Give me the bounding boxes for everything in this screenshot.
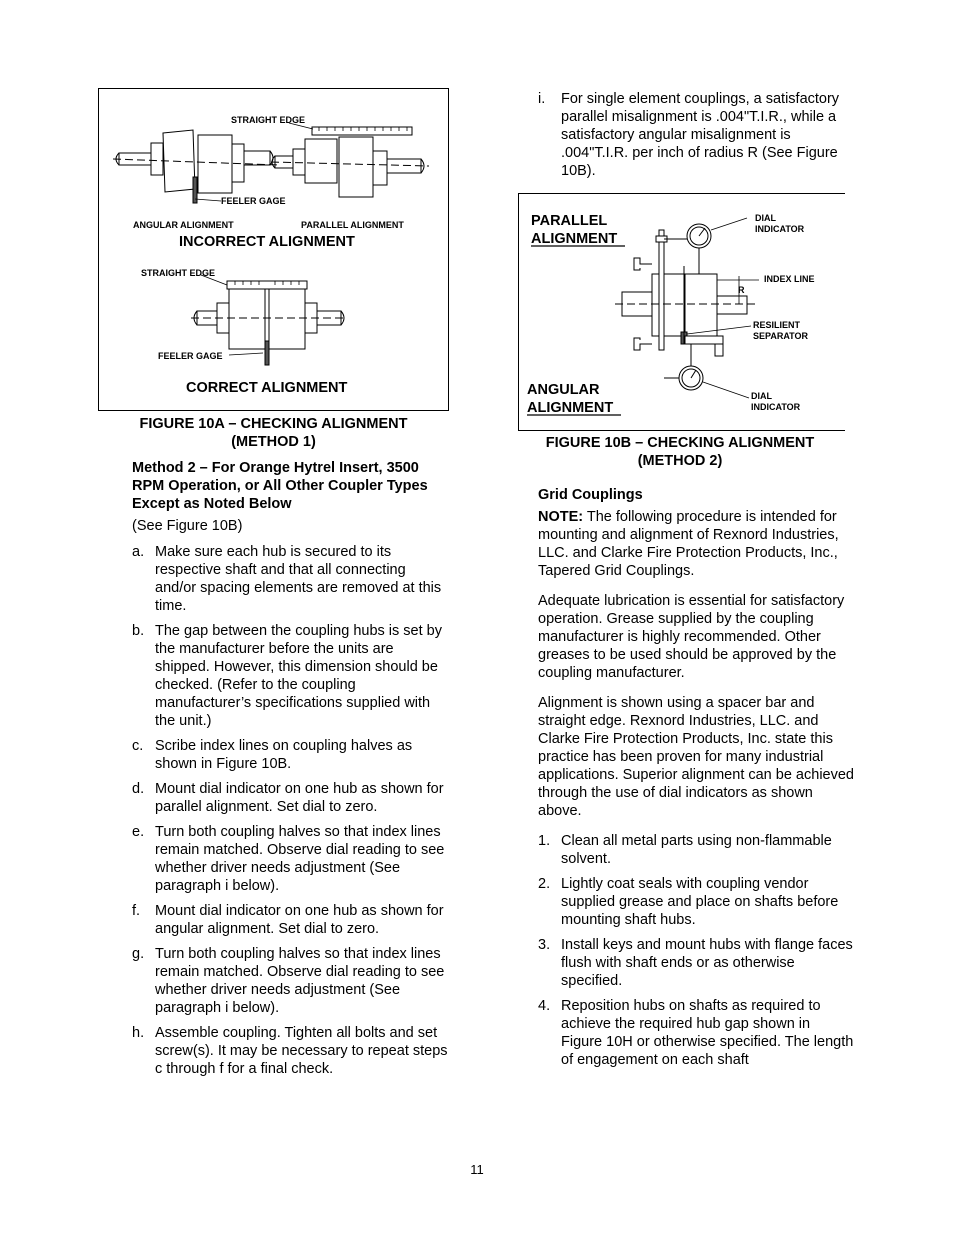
list-item (132, 622, 448, 730)
left-column (132, 459, 448, 1085)
list-marker: f. (132, 903, 141, 919)
shaft-left (119, 153, 151, 165)
note-paragraph (538, 508, 854, 580)
figure-10b-caption-line1: FIGURE 10B – CHECKING ALIGNMENT (545, 435, 815, 451)
list-text: Turn both coupling halves so that index lines remain matched. Observe dial reading to see whether driver needs adjustment (See paragraph i below). (155, 946, 445, 1016)
list-marker: 1. (538, 833, 551, 849)
list-text: Turn both coupling halves so that index lines remain matched. Observe dial reading to see whether driver needs adjustment (See paragraph i below). (155, 824, 445, 894)
list-marker: b. (132, 623, 145, 639)
list-item (132, 902, 448, 938)
right-column (538, 486, 854, 1076)
note-label: NOTE: (538, 509, 584, 525)
see-figure-note: (See Figure 10B) (132, 518, 243, 534)
alignment-paragraph: Alignment is shown using a spacer bar and straight edge. Rexnord Industries, LLC. and Clarke Fire Protection Products, Inc. state this practice has been proven for many industrial applications. Superior alignment can be achieved through the use of dial indicators as shown above. (538, 695, 854, 819)
list-marker: d. (132, 781, 145, 797)
note-text: The following procedure is intended for mounting and alignment of Rexnord Industries, LLC. and Clarke Fire Protection Products, Inc., Tapered Grid Couplings. (538, 509, 839, 579)
hub-angular-right (198, 135, 232, 193)
hub-parallel-right (339, 137, 373, 197)
label-dial-bottom-1: DIAL (751, 391, 772, 401)
figure-10b-drawing (519, 194, 845, 430)
label-index-line: INDEX LINE (764, 274, 815, 284)
list-item (538, 936, 854, 990)
figure-10a-drawing (99, 89, 448, 410)
label-angular: ANGULAR (527, 382, 600, 398)
figure-10a-caption (98, 415, 449, 451)
label-straight-edge-top: STRAIGHT EDGE (231, 115, 306, 125)
label-feeler-gage-top: FEELER GAGE (221, 196, 286, 206)
label-feeler-gage-bottom: FEELER GAGE (158, 351, 223, 361)
method-2-steps (132, 543, 448, 1078)
step-i-text: For single element couplings, a satisfactory parallel misalignment is .004"T.I.R., while a satisfactory angular misalignment is .004"T.I.R. per inch of radius R (See Figure 10B). (561, 91, 840, 179)
hub-right (685, 274, 717, 336)
lubrication-paragraph: Adequate lubrication is essential for satisfactory operation. Grease supplied by the coupling manufacturer is highly recommended. Other greases to be used should be approved by the coupling manufacturer. (538, 593, 845, 681)
label-dial-top-1: DIAL (755, 213, 776, 223)
hub-correct-left (229, 289, 265, 349)
list-item (132, 737, 448, 773)
label-parallel-alignment: ALIGNMENT (531, 231, 618, 247)
hub-left (652, 274, 684, 336)
figure-10b (518, 193, 845, 431)
list-marker: 4. (538, 998, 551, 1014)
figure-10a-caption-line2: (METHOD 1) (231, 434, 316, 450)
list-text: Assemble coupling. Tighten all bolts and set screw(s). It may be necessary to repeat steps c through f for a final check. (155, 1025, 448, 1077)
list-text: Mount dial indicator on one hub as shown for angular alignment. Set dial to zero. (155, 903, 444, 937)
list-marker: e. (132, 824, 145, 840)
label-resilient-1: RESILIENT (753, 320, 801, 330)
page-number: 11 (470, 1162, 484, 1177)
label-correct-alignment: CORRECT ALIGNMENT (186, 380, 348, 396)
step-i (538, 90, 854, 180)
list-marker: c. (132, 738, 144, 754)
list-item (538, 997, 854, 1069)
list-text: Reposition hubs on shafts as required to achieve the required hub gap shown in Figure 10H or otherwise specified. The length of engagement on each shaft (561, 998, 854, 1068)
straight-edge-bottom (227, 281, 307, 289)
list-marker: 3. (538, 937, 551, 953)
list-text: Install keys and mount hubs with flange faces flush with shaft ends or as otherwise specified. (561, 937, 853, 989)
list-item (538, 875, 854, 929)
list-marker: 2. (538, 876, 551, 892)
list-marker: g. (132, 946, 145, 962)
grid-couplings-heading: Grid Couplings (538, 487, 643, 503)
step-i-marker: i. (538, 91, 546, 107)
grid-steps (538, 832, 854, 1069)
list-text: Scribe index lines on coupling halves as shown in Figure 10B. (155, 738, 413, 772)
list-text: Clean all metal parts using non-flammable solvent. (561, 833, 832, 867)
label-straight-edge-bottom: STRAIGHT EDGE (141, 268, 216, 278)
figure-10a (98, 88, 449, 411)
label-resilient-2: SEPARATOR (753, 331, 809, 341)
label-incorrect-alignment: INCORRECT ALIGNMENT (179, 234, 355, 250)
label-angular-alignment: ALIGNMENT (527, 400, 614, 416)
label-angular-alignment: ANGULAR ALIGNMENT (133, 220, 234, 230)
indicator-rod (659, 230, 664, 350)
list-text: Make sure each hub is secured to its respective shaft and that all connecting and/or spacing elements are removed at this time. (155, 544, 442, 614)
list-text: The gap between the coupling hubs is set by the manufacturer before the units are shipped. However, this dimension should be checked. (Refer to the coupling manufacturer’s specifications supplied with the unit.) (155, 623, 442, 729)
feeler-gage-bottom (265, 341, 269, 365)
label-parallel: PARALLEL (531, 213, 608, 229)
list-item (538, 832, 854, 868)
list-item (132, 945, 448, 1017)
figure-10a-caption-line1: FIGURE 10A – CHECKING ALIGNMENT (139, 416, 408, 432)
label-dial-top-2: INDICATOR (755, 224, 805, 234)
figure-10b-caption (518, 434, 842, 470)
figure-10b-caption-line2: (METHOD 2) (637, 453, 723, 469)
list-marker: a. (132, 544, 145, 560)
label-parallel-alignment: PARALLEL ALIGNMENT (301, 220, 404, 230)
list-marker: h. (132, 1025, 145, 1041)
list-item (132, 780, 448, 816)
hub-correct-right (269, 289, 305, 349)
list-item (132, 823, 448, 895)
label-dial-bottom-2: INDICATOR (751, 402, 801, 412)
list-item (132, 543, 448, 615)
list-item (132, 1024, 448, 1078)
method-2-heading: Method 2 – For Orange Hytrel Insert, 3500 RPM Operation, or All Other Coupler Types Except as Noted Below (132, 460, 428, 512)
label-r: R (738, 285, 745, 295)
hub-parallel-left (305, 139, 337, 183)
list-text: Lightly coat seals with coupling vendor supplied grease and place on shafts before mounting shaft hubs. (561, 876, 839, 928)
list-text: Mount dial indicator on one hub as shown for parallel alignment. Set dial to zero. (155, 781, 444, 815)
